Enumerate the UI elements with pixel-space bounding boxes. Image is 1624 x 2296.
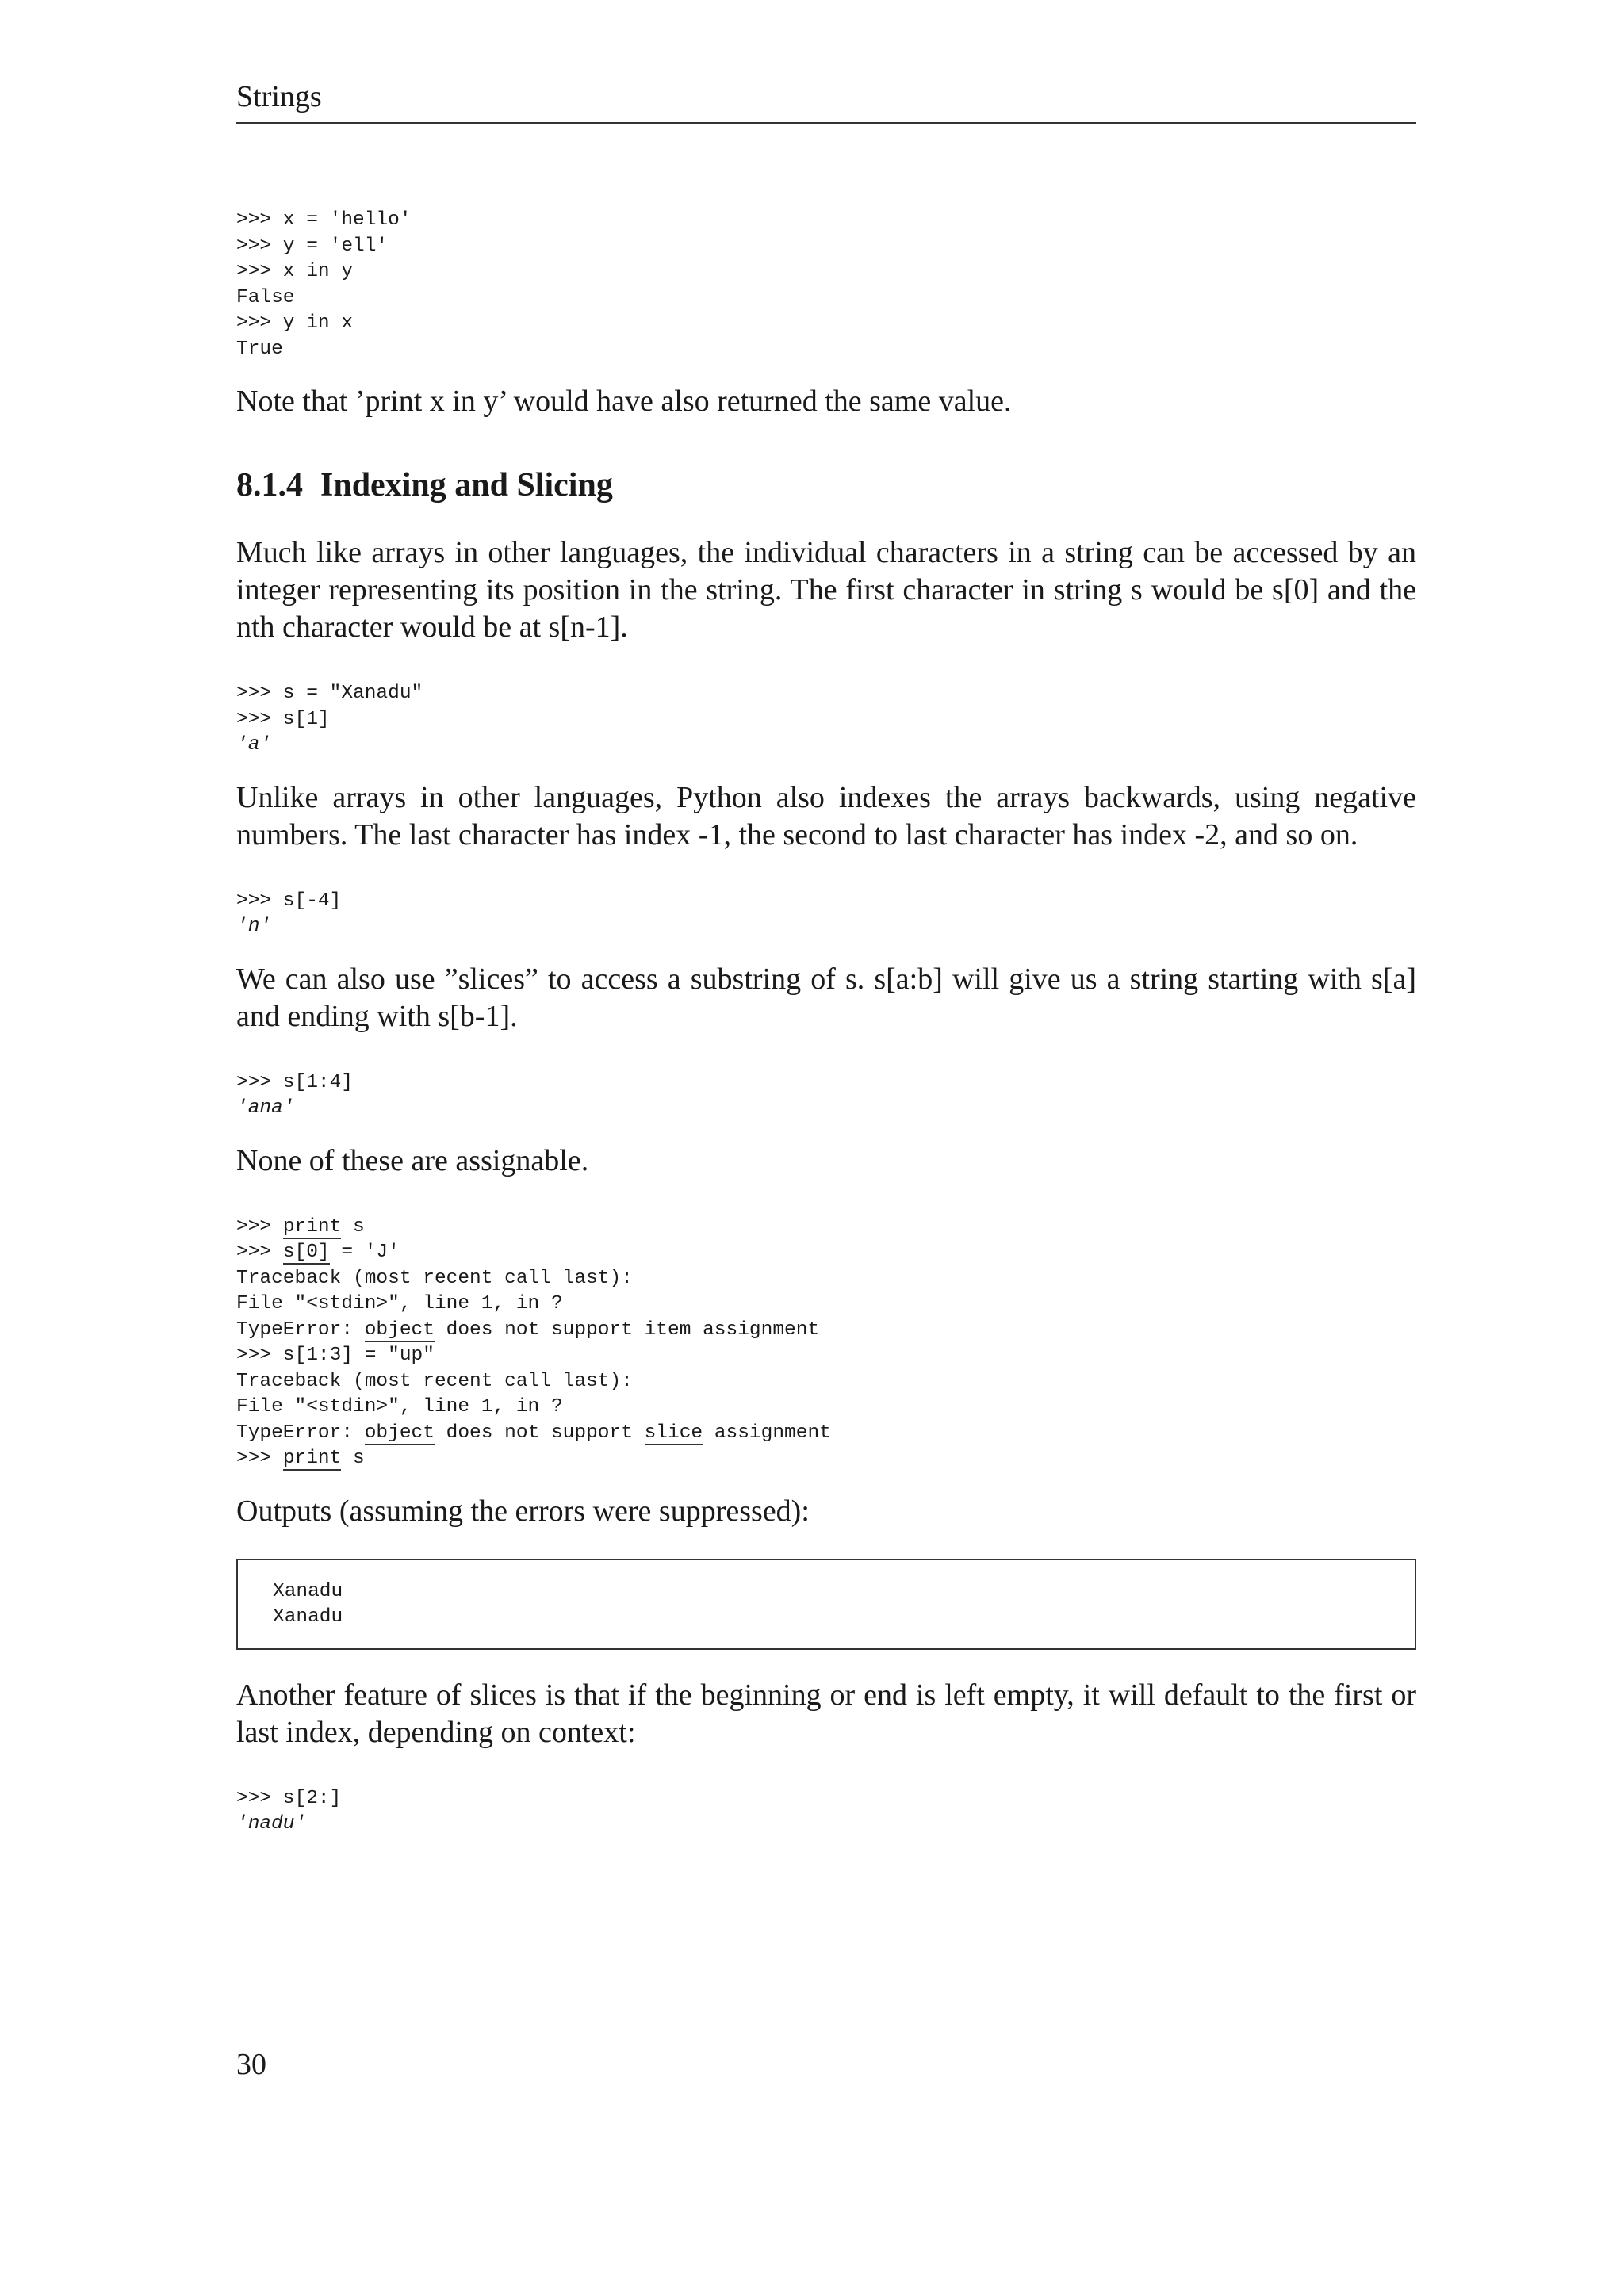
code-line	[236, 337, 1416, 363]
code-line	[236, 1292, 1416, 1318]
code-text: Xanadu	[273, 1580, 343, 1602]
code-output: 'nadu'	[236, 1813, 307, 1835]
code-line	[236, 889, 1416, 915]
code-line	[236, 1812, 1416, 1838]
code-text: >>> x in y	[236, 261, 354, 282]
code-line	[236, 1421, 1416, 1447]
section-title: Indexing and Slicing	[320, 467, 613, 503]
code-text: False	[236, 286, 295, 308]
code-line	[236, 733, 1416, 759]
section-heading	[236, 465, 1416, 506]
body-paragraph: None of these are assignable.	[236, 1143, 589, 1177]
code-listing	[236, 1070, 1416, 1122]
body-paragraph: Another feature of slices is that if the beginning or end is left empty, it will default to the first or last index, depending on context:	[236, 1678, 1416, 1749]
code-keyword: print	[282, 1448, 342, 1469]
code-keyword: s[0]	[282, 1242, 330, 1263]
code-line	[236, 1446, 1416, 1472]
page-body	[236, 208, 1416, 1838]
code-text: does not support item assignment	[434, 1318, 820, 1341]
code-text: >>> s[1:4]	[236, 1071, 354, 1093]
code-output: 'n'	[236, 916, 272, 937]
code-text: >>> s[-4]	[236, 890, 342, 912]
code-text: >>> s[2:]	[236, 1787, 342, 1809]
body-paragraph: We can also use ”slices” to access a substring of s. s[a:b] will give us a string starting with s[a] and ending with s[b-1].	[236, 962, 1416, 1033]
code-line	[236, 208, 1416, 234]
running-header: Strings	[236, 79, 1416, 124]
code-line	[236, 1070, 1416, 1096]
code-line	[236, 1343, 1416, 1369]
code-text: >>> y = 'ell'	[236, 235, 389, 257]
code-text: TypeError:	[236, 1422, 365, 1444]
code-line	[236, 914, 1416, 940]
code-text: >>>	[236, 1242, 283, 1263]
code-line	[236, 707, 1416, 733]
code-text: >>> x = 'hello'	[236, 209, 412, 231]
code-line	[236, 1096, 1416, 1122]
code-text: >>>	[236, 1215, 283, 1238]
code-line	[236, 1395, 1416, 1421]
code-listing	[236, 889, 1416, 940]
code-line	[236, 1215, 1416, 1241]
code-line	[273, 1579, 1380, 1605]
code-text: File "<stdin>", line 1, in ?	[236, 1396, 563, 1418]
code-keyword: object	[364, 1422, 435, 1444]
code-listing	[236, 208, 1416, 362]
body-paragraph: Outputs (assuming the errors were suppressed):	[236, 1494, 810, 1528]
code-text: >>> s[1:3] = "up"	[236, 1345, 435, 1366]
code-text: >>> y in x	[236, 312, 354, 334]
code-text: = 'J'	[329, 1242, 400, 1263]
body-paragraph: Note that ’print x in y’ would have also returned the same value.	[236, 385, 1012, 418]
code-line	[236, 1786, 1416, 1812]
code-line	[236, 259, 1416, 285]
code-keyword: slice	[644, 1422, 703, 1444]
section-number: 8.1.4	[236, 467, 303, 503]
code-text: TypeError:	[236, 1318, 365, 1341]
code-keyword: print	[282, 1215, 342, 1238]
code-line	[236, 311, 1416, 337]
code-text: Traceback (most recent call last):	[236, 1267, 633, 1289]
code-text: Xanadu	[273, 1606, 343, 1628]
code-text: s	[341, 1215, 365, 1238]
code-output: 'a'	[236, 734, 272, 756]
code-text: Traceback (most recent call last):	[236, 1370, 633, 1392]
page-number: 30	[236, 2048, 266, 2081]
code-listing	[236, 1215, 1416, 1472]
code-line	[273, 1605, 1380, 1631]
output-box	[236, 1559, 1416, 1650]
code-text: True	[236, 338, 283, 360]
code-listing	[236, 681, 1416, 759]
code-text: assignment	[703, 1422, 831, 1444]
code-line	[236, 234, 1416, 260]
output-listing	[273, 1579, 1380, 1631]
body-paragraph: Unlike arrays in other languages, Python also indexes the arrays backwards, using negative numbers. The last character has index -1, the second to last character has index -2, and so on.	[236, 780, 1416, 851]
code-text: >>> s = "Xanadu"	[236, 683, 423, 704]
code-listing	[236, 1786, 1416, 1838]
code-line	[236, 1266, 1416, 1292]
code-keyword: object	[364, 1318, 435, 1341]
code-text: does not support	[434, 1422, 645, 1444]
code-line	[236, 1318, 1416, 1344]
code-line	[236, 681, 1416, 707]
code-line	[236, 1369, 1416, 1395]
code-line	[236, 1240, 1416, 1266]
body-paragraph: Much like arrays in other languages, the individual characters in a string can be accessed by an integer representing its position in the string. The first character in string s would be s[0] and the nth character would be at s[n-1].	[236, 536, 1416, 644]
code-text: >>>	[236, 1448, 283, 1469]
code-text: File "<stdin>", line 1, in ?	[236, 1293, 563, 1314]
code-line	[236, 285, 1416, 312]
code-output: 'ana'	[236, 1097, 295, 1119]
code-text: >>> s[1]	[236, 708, 330, 730]
code-text: s	[341, 1448, 365, 1469]
